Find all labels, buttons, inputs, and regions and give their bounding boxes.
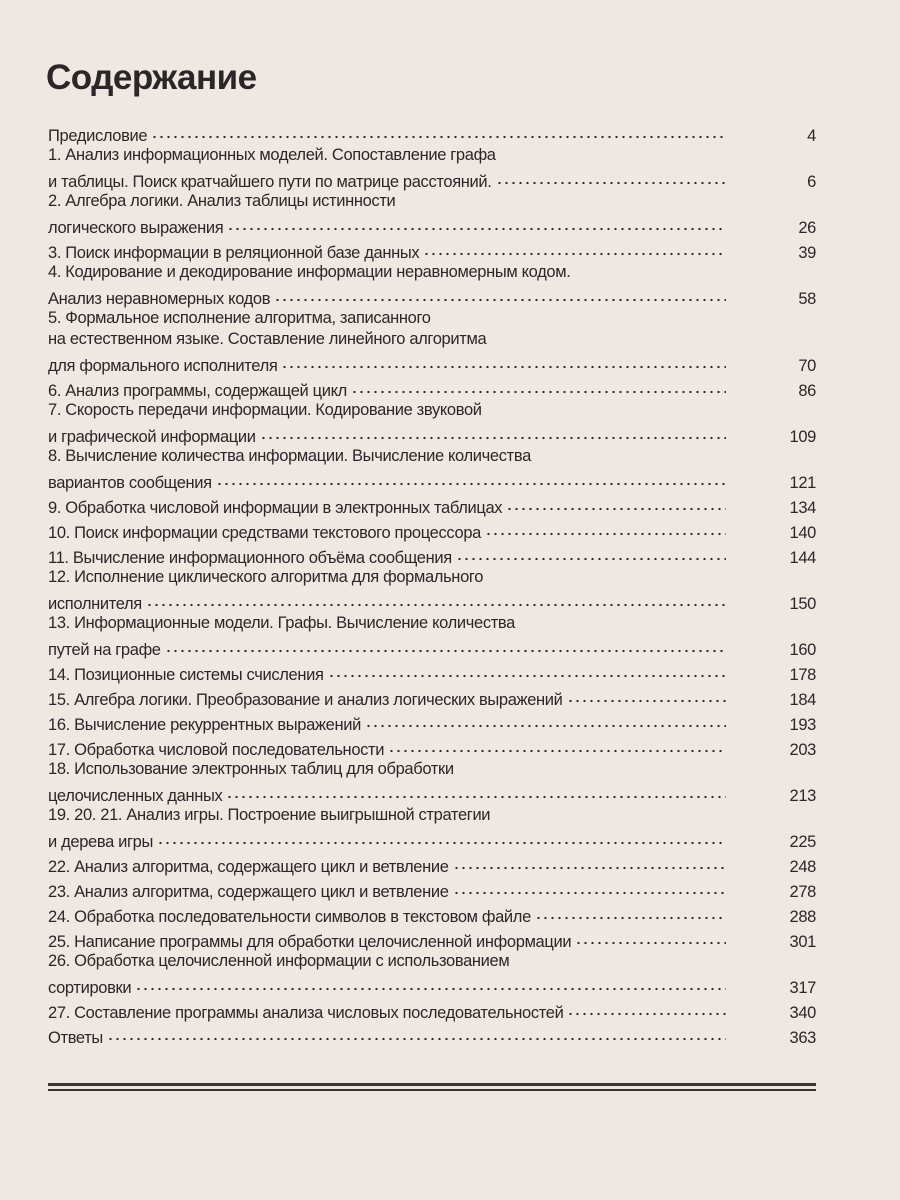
toc-entry-title: и графической информации [48,428,256,446]
toc-entry-title: 4. Кодирование и декодирование информации неравномерным кодом. [48,263,571,281]
toc-entry-title: 27. Составление программы анализа числовых последовательностей [48,1004,564,1022]
toc-entry-line [48,166,816,191]
toc-page-number: 178 [789,666,816,684]
toc-entry-title: и таблицы. Поиск кратчайшего пути по матрице расстояний. [48,173,492,191]
toc-entry-title: сортировки [48,979,132,997]
toc-entry-title: Ответы [48,1029,103,1047]
toc-entry-line [48,308,816,329]
toc-entry-title: 1. Анализ информационных моделей. Сопоставление графа [48,146,496,164]
dot-leader [270,283,776,304]
toc-entry-line [48,421,816,446]
dot-leader [277,350,776,371]
table-of-contents [48,120,816,1047]
toc-entry[interactable] [48,613,816,659]
toc-entry[interactable] [48,684,816,709]
dot-leader [256,421,776,442]
toc-entry-title: 23. Анализ алгоритма, содержащего цикл и ветвление [48,883,449,901]
toc-entry-line [48,634,816,659]
toc-entry[interactable] [48,734,816,759]
toc-entry-title: 12. Исполнение циклического алгоритма для формального [48,568,484,586]
toc-page-number: 144 [789,549,816,567]
toc-entry-title: 8. Вычисление количества информации. Вычисление количества [48,447,531,465]
dot-leader [212,467,776,488]
toc-entry-line [48,467,816,492]
toc-entry-line [48,759,816,780]
toc-entry-line [48,997,816,1022]
toc-entry-line [48,262,816,283]
toc-entry[interactable] [48,517,816,542]
divider-thick [48,1083,816,1086]
toc-entry[interactable] [48,145,816,191]
toc-entry-title: 16. Вычисление рекуррентных выражений [48,716,361,734]
toc-entry-title: 7. Скорость передачи информации. Кодирование звуковой [48,401,482,419]
toc-entry-title: 13. Информационные модели. Графы. Вычисление количества [48,614,515,632]
toc-page-number: 39 [798,244,816,262]
toc-entry[interactable] [48,659,816,684]
dot-leader [481,517,776,538]
toc-entry[interactable] [48,567,816,613]
dot-leader [571,926,776,947]
toc-page-number: 4 [807,127,816,145]
toc-entry-title: путей на графе [48,641,161,659]
toc-entry[interactable] [48,446,816,492]
toc-entry[interactable] [48,851,816,876]
dot-leader [223,212,776,233]
dot-leader [222,780,776,801]
toc-page-number: 193 [789,716,816,734]
toc-entry-title: для формального исполнителя [48,357,278,375]
page-title: Содержание [46,58,257,97]
toc-entry-title: 2. Алгебра логики. Анализ таблицы истинности [48,192,396,210]
toc-entry-line [48,329,816,350]
toc-entry-title: логического выражения [48,219,224,237]
toc-entry-line [48,400,816,421]
toc-entry-title: 10. Поиск информации средствами текстового процессора [48,524,481,542]
toc-entry-line [48,446,816,467]
dot-leader [161,634,776,655]
toc-entry-line [48,805,816,826]
toc-entry-line [48,972,816,997]
toc-entry-title: на естественном языке. Составление линейного алгоритма [48,330,487,348]
toc-entry-line [48,350,816,375]
toc-entry-line [48,1022,816,1047]
toc-page-number: 26 [798,219,816,237]
dot-leader [153,826,776,847]
toc-entry[interactable] [48,926,816,951]
toc-entry-title: 14. Позиционные системы счисления [48,666,324,684]
toc-entry-title: 9. Обработка числовой информации в электронных таблицах [48,499,503,517]
toc-entry-title: 17. Обработка числовой последовательности [48,741,385,759]
toc-page-number: 109 [789,428,816,446]
toc-page-number: 86 [798,382,816,400]
toc-page-number: 184 [789,691,816,709]
toc-entry-line [48,212,816,237]
toc-entry-title: Анализ неравномерных кодов [48,290,271,308]
toc-page-number: 160 [789,641,816,659]
toc-entry-line [48,283,816,308]
toc-entry-title: и дерева игры [48,833,154,851]
toc-page-number: 6 [807,173,816,191]
dot-leader [347,375,776,396]
toc-page-number: 213 [789,787,816,805]
toc-entry[interactable] [48,120,816,145]
dot-leader [419,237,776,258]
dot-leader [452,542,776,563]
toc-entry[interactable] [48,191,816,237]
toc-entry-title: 3. Поиск информации в реляционной базе данных [48,244,420,262]
dot-leader [563,997,776,1018]
dot-leader [131,972,776,993]
toc-entry[interactable] [48,997,816,1022]
dot-leader [449,851,776,872]
toc-page-number: 140 [789,524,816,542]
toc-entry-title: Предисловие [48,127,148,145]
toc-page-number: 225 [789,833,816,851]
toc-page-number: 301 [789,933,816,951]
toc-entry-title: 6. Анализ программы, содержащей цикл [48,382,347,400]
toc-entry[interactable] [48,951,816,997]
toc-entry-line [48,375,816,400]
toc-entry-line [48,588,816,613]
toc-entry-line [48,780,816,805]
toc-entry-line [48,237,816,262]
toc-entry[interactable] [48,308,816,375]
toc-page-number: 70 [798,357,816,375]
toc-page-number: 288 [789,908,816,926]
toc-entry[interactable] [48,876,816,901]
toc-page-number: 363 [789,1029,816,1047]
dot-leader [492,166,776,187]
toc-entry[interactable] [48,375,816,400]
dot-leader [531,901,776,922]
toc-entry[interactable] [48,1022,816,1047]
toc-page-number: 317 [789,979,816,997]
toc-entry-line [48,567,816,588]
dot-leader [324,659,776,680]
dot-leader [361,709,776,730]
toc-entry-title: 15. Алгебра логики. Преобразование и анализ логических выражений [48,691,563,709]
toc-entry-line [48,120,816,145]
toc-entry-title: целочисленных данных [48,787,223,805]
toc-entry[interactable] [48,492,816,517]
toc-page-number: 121 [789,474,816,492]
toc-page-number: 203 [789,741,816,759]
toc-page-number: 58 [798,290,816,308]
toc-entry-line [48,659,816,684]
toc-entry-title: исполнителя [48,595,142,613]
toc-entry[interactable] [48,901,816,926]
toc-entry[interactable] [48,542,816,567]
toc-entry-line [48,734,816,759]
divider-thin [48,1089,816,1091]
dot-leader [449,876,776,897]
toc-entry-line [48,851,816,876]
dot-leader [147,120,776,141]
toc-entry[interactable] [48,709,816,734]
toc-entry-title: 5. Формальное исполнение алгоритма, записанного [48,309,431,327]
toc-entry-line [48,951,816,972]
toc-entry-line [48,876,816,901]
toc-entry-line [48,492,816,517]
toc-entry-line [48,926,816,951]
toc-page-number: 340 [789,1004,816,1022]
toc-entry-line [48,901,816,926]
dot-leader [103,1022,776,1043]
toc-entry[interactable] [48,400,816,446]
toc-entry[interactable] [48,237,816,262]
toc-entry-line [48,145,816,166]
toc-page-number: 248 [789,858,816,876]
toc-entry-title: 19. 20. 21. Анализ игры. Построение выигрышной стратегии [48,806,491,824]
toc-entry-title: 22. Анализ алгоритма, содержащего цикл и ветвление [48,858,449,876]
dot-leader [502,492,776,513]
toc-entry-line [48,191,816,212]
toc-page-number: 134 [789,499,816,517]
dot-leader [384,734,776,755]
toc-entry-title: вариантов сообщения [48,474,212,492]
toc-entry-line [48,684,816,709]
toc-entry-title: 18. Использование электронных таблиц для обработки [48,760,454,778]
toc-entry-line [48,613,816,634]
toc-entry[interactable] [48,262,816,308]
dot-leader [142,588,776,609]
toc-entry-title: 24. Обработка последовательности символов в текстовом файле [48,908,531,926]
toc-entry[interactable] [48,759,816,805]
toc-page-number: 278 [789,883,816,901]
toc-entry-title: 25. Написание программы для обработки целочисленной информации [48,933,572,951]
toc-entry[interactable] [48,805,816,851]
toc-entry-line [48,826,816,851]
toc-entry-line [48,542,816,567]
toc-entry-title: 11. Вычисление информационного объёма сообщения [48,549,452,567]
toc-page-number: 150 [789,595,816,613]
toc-entry-line [48,517,816,542]
toc-entry-title: 26. Обработка целочисленной информации с использованием [48,952,510,970]
dot-leader [563,684,776,705]
toc-entry-line [48,709,816,734]
